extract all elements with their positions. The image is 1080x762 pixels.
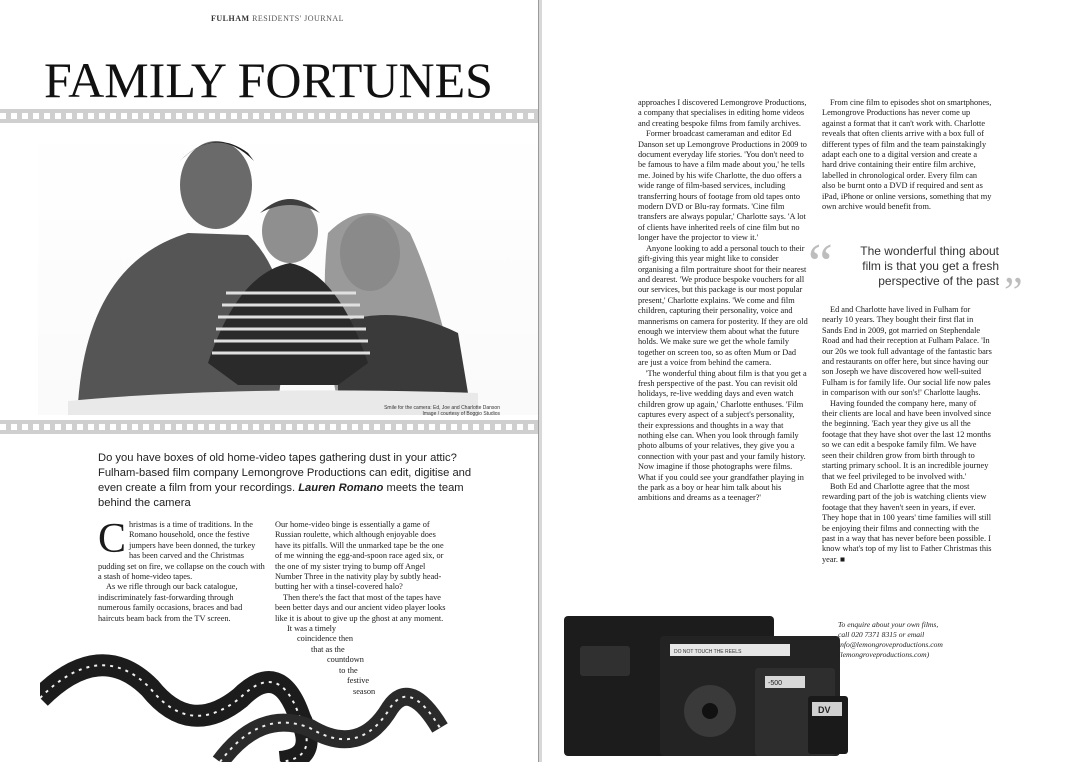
taper-line: festive xyxy=(347,676,370,686)
dropcap: C xyxy=(98,516,127,562)
intro-text: Do you have boxes of old home-video tapes gathering dust in your attic? Fulham-based film company Lemongrove Productions can edit, digitise and even create a film from your recordings. xyxy=(98,452,472,494)
woman-head xyxy=(340,215,400,291)
child-head xyxy=(262,199,318,263)
quote-close-icon: ” xyxy=(1004,270,1023,316)
page-gutter-line xyxy=(538,0,539,762)
vhs-reel-hub xyxy=(702,703,718,719)
vhs-label-text: DO NOT TOUCH THE REELS xyxy=(674,649,742,655)
video-tapes-illustration xyxy=(550,606,850,762)
caption-line-2: Image / courtesy of Boggio Studios xyxy=(422,411,500,417)
family-photo xyxy=(38,123,538,415)
film-ribbon-1 xyxy=(40,665,307,762)
left-col1-para-1-text: hristmas is a time of traditions. In the Romano household, once the festive jumpers have been donned, the turkey has been carved and the Christmas pudding set on fire, we collapse on the couch with a stash of home-video tapes. xyxy=(98,520,265,582)
filmstrip-top xyxy=(0,109,538,123)
right-col1-para-3: Anyone looking to add a personal touch to their gift-giving this year might like to consider organising a film portraiture shoot for their nearest and dearest. 'We produce bespoke vouchers for all our services, but this package is our most popular present,' Charlotte explains. 'We come and film children, capturing their personality, voice and mannerisms on camera for posterity. If they are old enough we interview them about what the future holds. We make sure we get the whole family together on screen too, so as often Mum or Dad are just a voice from behind the camera. xyxy=(638,243,808,368)
right-col1-para-1: approaches I discovered Lemongrove Productions, a company that specialises in editing home videos and creating bespoke films from family archives. xyxy=(638,98,807,128)
headline: FAMILY FORTUNES xyxy=(44,52,493,108)
journal-header xyxy=(211,14,344,23)
taper-line: countdown xyxy=(327,655,364,665)
right-column-2 xyxy=(822,98,992,212)
pull-quote-line-3: perspective of the past xyxy=(878,274,999,288)
hi8-label-text: -500 xyxy=(768,680,783,687)
left-col2-para-2: Then there's the fact that most of the tapes have been better days and our ancient video player looks like it is about to give up the ghost at any moment. xyxy=(275,592,446,623)
pull-quote-line-2: film is that you get a fresh xyxy=(862,259,999,273)
right-col2b-para-2: Having founded the company here, many of their clients are local and have been involved since the beginning. 'Each year they give us all the footage that they have shot over the last 12 months so we can edit a bespoke family film. We have seen their children grow from birth through to starting primary school. It is an incredible journey that we feel privileged to be involved with.' xyxy=(822,398,992,481)
right-col2-para-1: From cine film to episodes shot on smartphones, Lemongrove Productions has never come up against a format that it can't work with. Charlotte reveals that often clients arrive with a box full of different types of film and the team painstakingly adapt each one to a digital version and create a hard drive containing their entire film archive, labelled in chronological order. Every film can also be burnt onto a DVD if required and sent as iPad, iPhone or online versions, something that my own archive would benefit from. xyxy=(822,98,992,212)
pull-quote-line-1: The wonderful thing about xyxy=(860,244,999,258)
right-column-2-continued xyxy=(822,305,992,565)
vhs-window xyxy=(580,646,630,676)
enquire-line-1: To enquire about your own films, xyxy=(838,620,939,629)
photo-caption xyxy=(375,405,500,417)
right-col1-para-4: 'The wonderful thing about film is that you get a fresh perspective of the past. You can revisit old holidays, re-live wedding days and even watch children grow up again,' Charlotte enthuses. 'Film captures every aspect of a subject's personality, their expressions and thoughts in a way that nothing else can. When you look through family photo albums of your relatives, they give you a connection with your past and your family history. Now imagine if those photographs were films. What if you could see your grandfather playing in the park as a boy or hear him talk about his ambitions and dreams as a teenager?' xyxy=(638,368,807,503)
enquire-email-link[interactable]: info@lemongroveproductions.com xyxy=(838,640,943,649)
intro-author: Lauren Romano xyxy=(298,482,384,494)
right-col2b-para-3: Both Ed and Charlotte agree that the most rewarding part of the job is watching clients view footage that they haven't seen in years, if ever. They hope that in 100 years' time families will still be enjoying their films and connecting with the past in a way that has never before been possible. I know what's top of my list to Father Christmas this year. ■ xyxy=(822,481,992,564)
left-col1-para-2: As we rifle through our back catalogue, indiscriminately fast-forwarding through numerous family occasions, braces and bad haircuts beam back from the TV screen. xyxy=(98,582,243,623)
left-page xyxy=(0,0,538,762)
enquire-website-link[interactable]: (lemongroveproductions.com) xyxy=(838,650,930,659)
filmstrip-bottom xyxy=(0,420,538,434)
right-col2b-para-1: Ed and Charlotte have lived in Fulham for nearly 10 years. They bought their first flat in Sands End in 2009, got married on Stephendale Road and had their reception at Fulham Palace. 'In our 20s we took full advantage of the fantastic bars and restaurants on offer here, but since having our son Joseph we have discovered how well-suited Fulham is for family life. Our social life now pales in comparison with our son's!' Charlotte laughs. xyxy=(822,305,992,398)
right-page xyxy=(542,0,1080,762)
caption-line-1: Smile for the camera: Ed, Joe and Charlotte Danson xyxy=(384,405,500,411)
intro-standfirst xyxy=(98,451,476,511)
taper-line: It was a timely xyxy=(287,624,337,634)
left-col1-para-1 xyxy=(98,516,268,582)
taper-line: that as the xyxy=(311,644,345,654)
taper-line: to the xyxy=(339,665,358,675)
right-col1-para-2: Former broadcast cameraman and editor Ed Danson set up Lemongrove Productions in 2009 to document everyday life stories. 'You don't need to be famous to have a film made about you,' he tells me. Joined by his wife Charlotte, the duo offers a wide range of film-based services, including transferring hours of footage from old tapes onto modern DVD or Blu-ray formats. 'Cine film transfers are always popular,' Charlotte says. 'A lot of clients have inherited reels of cine film but no longer have the projector to view it.' xyxy=(638,129,807,243)
enquire-box xyxy=(838,620,998,660)
taper-line: season xyxy=(353,686,376,696)
journal-brand: FULHAM xyxy=(211,14,250,23)
quote-open-icon: “ xyxy=(808,233,833,295)
pull-quote-text xyxy=(804,244,999,289)
pull-quote xyxy=(804,233,1023,316)
left-col2-para-1: Our home-video binge is essentially a game of Russian roulette, which although enjoyable does have its pitfalls. Will the unmarked tape be the one of me winning the egg-and-spoon race aged six, or the one of my sister trying to bump off Angel Number Three in the nativity play by subtly head-butting her with a tinsel-covered halo? xyxy=(275,520,444,592)
taper-line: coincidence then xyxy=(297,634,353,644)
right-column-1 xyxy=(638,98,808,504)
film-reel-illustration xyxy=(40,628,480,762)
minidv-label-text: DV xyxy=(818,705,831,715)
enquire-line-2: call 020 7371 8315 or email xyxy=(838,630,925,639)
journal-section: RESIDENTS' JOURNAL xyxy=(252,14,345,23)
intro-tail: meets the team behind the camera xyxy=(98,482,464,509)
film-ribbon-2 xyxy=(220,697,440,762)
left-column-1 xyxy=(98,516,268,624)
man-head xyxy=(180,141,252,229)
family-photo-illustration xyxy=(38,123,538,415)
